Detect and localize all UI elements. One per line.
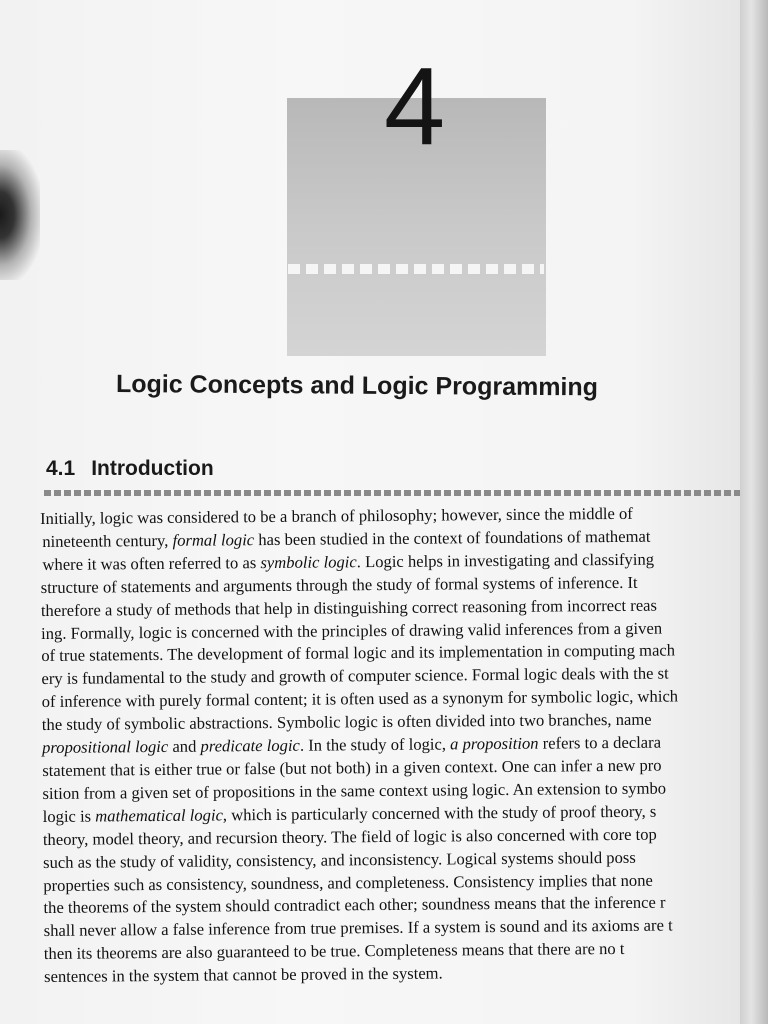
text-line: nineteenth century, formal logic has been studied in the context of foundations of mathemat — [42, 526, 651, 551]
text-line: sition from a given set of propositions in the same context using logic. An extension to symbo — [42, 778, 667, 803]
section-title: Introduction — [91, 457, 214, 480]
text-line: of true statements. The development of formal logic and its implementation in computing mach — [41, 640, 676, 666]
section-dotted-rule — [44, 490, 742, 496]
text-line: ing. Formally, logic is concerned with the principles of drawing valid inferences from a given — [41, 618, 663, 643]
chapter-title: Logic Concepts and Logic Programming — [115, 370, 599, 402]
text-line: of inference with purely formal content; it is often used as a synonym for symbolic logic, which — [41, 686, 679, 712]
text-line: statement that is either true or false (but not both) in a given context. One can infer a new pro — [42, 755, 662, 780]
text-line: where it was often referred to as symbolic logic. Logic helps in investigating and classifying — [42, 549, 655, 574]
text-line: such as the study of validity, consistency, and inconsistency. Logical systems should poss — [43, 847, 636, 872]
text-line: then its theorems are also guaranteed to be true. Completeness means that there are no t — [43, 939, 625, 964]
introduction-paragraph — [40, 501, 742, 989]
text-line: theory, model theory, and recursion theory. The field of logic is also concerned with core top — [42, 824, 657, 849]
text-line: sentences in the system that cannot be proved in the system. — [44, 963, 443, 987]
text-line: propositional logic and predicate logic. In the study of logic, a proposition refers to a declara — [42, 732, 662, 758]
text-line: shall never allow a false inference from true premises. If a system is sound and its axioms are t — [43, 915, 673, 941]
text-line: the study of symbolic abstractions. Symbolic logic is often divided into two branches, name — [41, 709, 652, 735]
chapter-number: 4 — [384, 45, 446, 168]
chapter-box-dashes — [288, 264, 544, 274]
binding-shadow — [0, 150, 40, 280]
text-line: logic is mathematical logic, which is particularly concerned with the study of proof theory, s — [42, 801, 657, 826]
text-line: the theorems of the system should contradict each other; soundness means that the inference r — [43, 892, 666, 918]
text-line: therefore a study of methods that help in distinguishing correct reasoning from incorrect reas — [40, 595, 658, 620]
section-number: 4.1 — [46, 457, 76, 480]
text-line: structure of statements and arguments through the study of formal systems of inference. It — [40, 572, 638, 597]
text-line: ery is fundamental to the study and growth of computer science. Formal logic deals with the st — [41, 663, 669, 689]
text-line: Initially, logic was considered to be a branch of philosophy; however, since the middle of — [40, 503, 633, 528]
text-line: properties such as consistency, soundness, and completeness. Consistency implies that none — [43, 870, 653, 895]
section-heading — [46, 457, 214, 481]
page-stack-edge — [740, 0, 768, 1024]
